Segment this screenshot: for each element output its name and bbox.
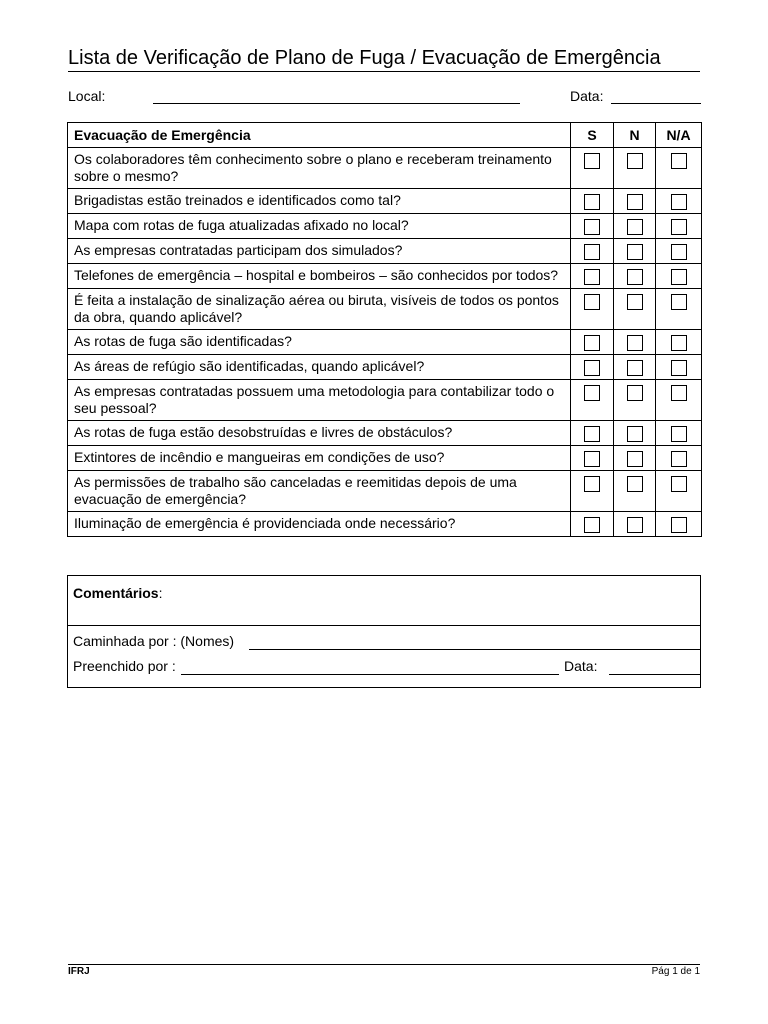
question-text: As áreas de refúgio são identificadas, quando aplicável? <box>68 355 571 380</box>
footer-divider <box>68 964 700 965</box>
table-row <box>68 446 702 471</box>
checkbox-na[interactable] <box>671 335 687 351</box>
checkbox-n[interactable] <box>627 476 643 492</box>
table-row <box>68 264 702 289</box>
checkbox-n[interactable] <box>627 269 643 285</box>
checkbox-na[interactable] <box>671 451 687 467</box>
checkbox-n[interactable] <box>627 294 643 310</box>
date-input-line[interactable] <box>611 103 701 104</box>
checkbox-n[interactable] <box>627 194 643 210</box>
checkbox-n[interactable] <box>627 219 643 235</box>
comments-date-input-line[interactable] <box>609 674 700 675</box>
local-input-line[interactable] <box>153 103 520 104</box>
table-row <box>68 421 702 446</box>
date-label: Data: <box>570 88 604 104</box>
evacuation-checklist-table <box>67 122 702 537</box>
table-row <box>68 214 702 239</box>
checkbox-s[interactable] <box>584 219 600 235</box>
checkbox-n[interactable] <box>627 244 643 260</box>
checkbox-s[interactable] <box>584 153 600 169</box>
table-row <box>68 189 702 214</box>
question-text: Iluminação de emergência é providenciada onde necessário? <box>68 512 571 537</box>
question-text: As rotas de fuga são identificadas? <box>68 330 571 355</box>
checkbox-n[interactable] <box>627 360 643 376</box>
checkbox-s[interactable] <box>584 476 600 492</box>
column-header-n: N <box>614 123 656 148</box>
checkbox-na[interactable] <box>671 269 687 285</box>
checkbox-na[interactable] <box>671 360 687 376</box>
checkbox-na[interactable] <box>671 294 687 310</box>
checkbox-s[interactable] <box>584 194 600 210</box>
comments-label-colon: : <box>158 585 163 601</box>
question-text: As permissões de trabalho são canceladas e reemitidas depois de uma evacuação de emergência? <box>68 471 571 512</box>
comments-label: Comentários <box>73 585 159 601</box>
checkbox-n[interactable] <box>627 153 643 169</box>
checkbox-n[interactable] <box>627 451 643 467</box>
question-text: Extintores de incêndio e mangueiras em condições de uso? <box>68 446 571 471</box>
footer-page-number: Pág 1 de 1 <box>651 966 700 977</box>
question-text: As empresas contratadas possuem uma metodologia para contabilizar todo o seu pessoal? <box>68 380 571 421</box>
comments-divider <box>68 625 700 626</box>
question-text: Mapa com rotas de fuga atualizadas afixado no local? <box>68 214 571 239</box>
checkbox-na[interactable] <box>671 385 687 401</box>
question-text: As rotas de fuga estão desobstruídas e livres de obstáculos? <box>68 421 571 446</box>
walked-by-label: Caminhada por : (Nomes) <box>73 633 235 649</box>
table-row <box>68 330 702 355</box>
filled-by-label: Preenchido por : <box>73 658 176 674</box>
filled-by-input-line[interactable] <box>181 674 559 675</box>
question-text: Telefones de emergência – hospital e bombeiros – são conhecidos por todos? <box>68 264 571 289</box>
column-header-s: S <box>571 123 614 148</box>
title-underline <box>68 71 700 72</box>
checkbox-n[interactable] <box>627 517 643 533</box>
checkbox-s[interactable] <box>584 335 600 351</box>
table-header-row <box>68 123 702 148</box>
table-row <box>68 148 702 189</box>
local-label: Local: <box>68 88 106 104</box>
page-title: Lista de Verificação de Plano de Fuga / Evacuação de Emergência <box>68 47 661 69</box>
table-row <box>68 289 702 330</box>
checkbox-na[interactable] <box>671 219 687 235</box>
checkbox-na[interactable] <box>671 476 687 492</box>
question-text: Brigadistas estão treinados e identificados como tal? <box>68 189 571 214</box>
table-row <box>68 355 702 380</box>
table-row <box>68 512 702 537</box>
comments-box <box>67 575 701 688</box>
comments-date-label: Data: <box>564 658 598 674</box>
checkbox-s[interactable] <box>584 294 600 310</box>
comments-heading <box>73 585 162 601</box>
footer-organization: IFRJ <box>68 966 90 977</box>
checkbox-s[interactable] <box>584 269 600 285</box>
table-row <box>68 471 702 512</box>
checkbox-s[interactable] <box>584 517 600 533</box>
column-header-na: N/A <box>656 123 702 148</box>
walked-by-input-line[interactable] <box>249 649 700 650</box>
checkbox-s[interactable] <box>584 244 600 260</box>
checkbox-na[interactable] <box>671 426 687 442</box>
checkbox-na[interactable] <box>671 517 687 533</box>
checkbox-na[interactable] <box>671 244 687 260</box>
checkbox-na[interactable] <box>671 153 687 169</box>
question-text: As empresas contratadas participam dos simulados? <box>68 239 571 264</box>
checkbox-n[interactable] <box>627 385 643 401</box>
checkbox-n[interactable] <box>627 426 643 442</box>
checkbox-na[interactable] <box>671 194 687 210</box>
checkbox-s[interactable] <box>584 360 600 376</box>
checkbox-n[interactable] <box>627 335 643 351</box>
checkbox-s[interactable] <box>584 385 600 401</box>
checkbox-s[interactable] <box>584 451 600 467</box>
question-text: É feita a instalação de sinalização aérea ou biruta, visíveis de todos os pontos da obra, quando aplicável? <box>68 289 571 330</box>
table-row <box>68 239 702 264</box>
question-text: Os colaboradores têm conhecimento sobre o plano e receberam treinamento sobre o mesmo? <box>68 148 571 189</box>
checkbox-s[interactable] <box>584 426 600 442</box>
column-header-item: Evacuação de Emergência <box>68 123 571 148</box>
table-row <box>68 380 702 421</box>
